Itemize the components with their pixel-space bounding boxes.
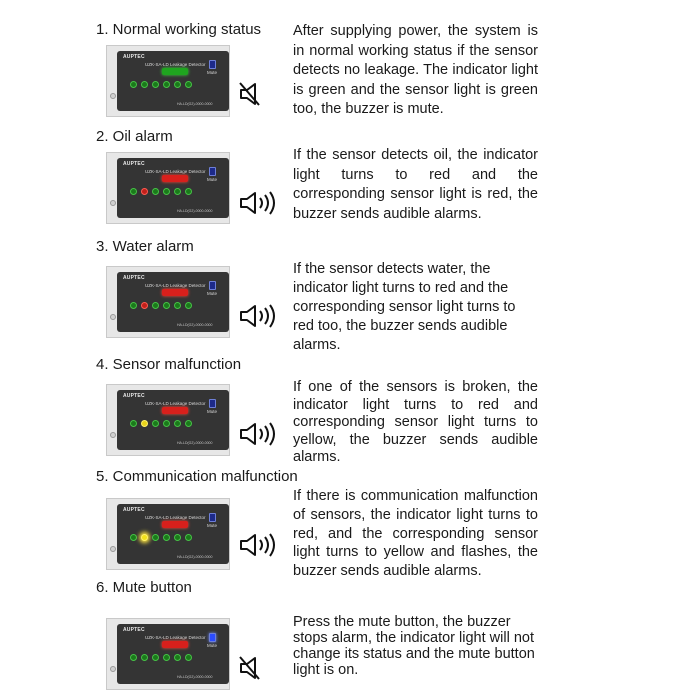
sensor-light (152, 302, 159, 309)
panel-face (117, 390, 229, 450)
sensor-light (163, 534, 170, 541)
serial-label: HA-LD(G2)-0000-0000 (177, 209, 213, 213)
sensor-light (174, 654, 181, 661)
sensor-light (185, 534, 192, 541)
sensor-light (185, 420, 192, 427)
sensor-light (163, 188, 170, 195)
sensor-light (152, 654, 159, 661)
mount-screw (110, 314, 116, 320)
section-6-text: Press the mute button, the buzzer stops alarm, the indicator light will not change its status and the mute button light is on. (293, 614, 535, 678)
section-6-heading: 6. Mute button (96, 579, 192, 596)
sensor-light-fault (141, 420, 148, 427)
mute-button[interactable] (209, 513, 216, 522)
sensor-light (185, 302, 192, 309)
sensor-light (152, 188, 159, 195)
sensor-light (130, 81, 137, 88)
section-4-heading: 4. Sensor malfunction (96, 356, 242, 373)
sensor-light (152, 534, 159, 541)
mute-button[interactable] (209, 60, 216, 69)
indicator-light (162, 521, 188, 528)
sensor-lights (130, 420, 192, 427)
panel-face (117, 272, 229, 332)
sensor-light (130, 534, 137, 541)
mute-button[interactable] (209, 399, 216, 408)
sensor-light (174, 420, 181, 427)
model-label: UZK-SA-LD Leakage Detector (145, 62, 206, 67)
sensor-light (185, 81, 192, 88)
brand-logo: AUPTEC (123, 393, 145, 399)
detector-panel-oil-alarm (106, 152, 230, 224)
mute-label: Mute (207, 291, 218, 296)
sensor-light (163, 81, 170, 88)
panel-face (117, 504, 229, 564)
brand-logo: AUPTEC (123, 507, 145, 513)
section-2-heading: 2. Oil alarm (96, 128, 173, 145)
detector-panel-sensor-malfunction (106, 384, 230, 456)
sensor-lights (130, 654, 192, 661)
sensor-light (163, 654, 170, 661)
mute-label: Mute (207, 177, 218, 182)
brand-logo: AUPTEC (123, 161, 145, 167)
speaker-sound-icon (238, 420, 280, 448)
mount-screw (110, 546, 116, 552)
mute-button[interactable] (209, 167, 216, 176)
brand-logo: AUPTEC (123, 627, 145, 633)
model-label: UZK-SA-LD Leakage Detector (145, 283, 206, 288)
detector-panel-mute (106, 618, 230, 690)
sensor-light (130, 654, 137, 661)
sensor-light (130, 302, 137, 309)
speaker-sound-icon (238, 302, 280, 330)
speaker-mute-icon (238, 80, 280, 108)
sensor-light (163, 420, 170, 427)
serial-label: HA-LD(G2)-0000-0000 (177, 675, 213, 679)
sensor-lights (130, 81, 192, 88)
indicator-light (162, 289, 188, 296)
brand-logo: AUPTEC (123, 275, 145, 281)
model-label: UZK-SA-LD Leakage Detector (145, 515, 206, 520)
indicator-light (162, 175, 188, 182)
mute-button[interactable] (209, 633, 216, 642)
serial-label: HA-LD(G2)-0000-0000 (177, 441, 213, 445)
sensor-light (185, 654, 192, 661)
section-3-text: If the sensor detects water, the indicator light turns to red and the corresponding sensor light turns to red too, the buzzer sends audible alarms. (293, 261, 516, 353)
indicator-light (162, 68, 188, 75)
sensor-light (174, 302, 181, 309)
panel-face (117, 51, 229, 111)
mount-screw (110, 93, 116, 99)
sensor-light (174, 81, 181, 88)
sensor-light (174, 534, 181, 541)
detector-panel-water-alarm (106, 266, 230, 338)
section-1-heading: 1. Normal working status (96, 21, 262, 38)
speaker-sound-icon (238, 189, 280, 217)
sensor-light (163, 302, 170, 309)
sensor-lights (130, 188, 192, 195)
mute-label: Mute (207, 643, 218, 648)
section-4-text: If one of the sensors is broken, the indicator light turns to red and corresponding sensor light turns to yellow, the buzzer sends audible alarms. (293, 379, 538, 465)
sensor-light (141, 654, 148, 661)
model-label: UZK-SA-LD Leakage Detector (145, 401, 206, 406)
sensor-light-alarm (141, 302, 148, 309)
sensor-light (152, 81, 159, 88)
section-1-text: After supplying power, the system is in normal working status if the sensor detects no leakage. The indicator light is green and the sensor light is green too, the buzzer is mute. (293, 23, 538, 117)
indicator-light (162, 407, 188, 414)
serial-label: HA-LD(G2)-0000-0000 (177, 555, 213, 559)
model-label: UZK-SA-LD Leakage Detector (145, 169, 206, 174)
mount-screw (110, 200, 116, 206)
sensor-light (152, 420, 159, 427)
sensor-light (141, 81, 148, 88)
brand-logo: AUPTEC (123, 54, 145, 60)
mute-label: Mute (207, 409, 218, 414)
mute-label: Mute (207, 523, 218, 528)
section-2-text: If the sensor detects oil, the indicator light turns to red and the corresponding sensor light is red, the buzzer sends audible alarms. (293, 147, 538, 222)
panel-face (117, 158, 229, 218)
section-5-heading: 5. Communication malfunction (96, 468, 298, 485)
sensor-light (130, 188, 137, 195)
section-3-heading: 3. Water alarm (96, 238, 194, 255)
serial-label: HA-LD(G2)-0000-0000 (177, 102, 213, 106)
sensor-light (174, 188, 181, 195)
sensor-lights (130, 302, 192, 309)
serial-label: HA-LD(G2)-0000-0000 (177, 323, 213, 327)
section-5-text: If there is communication malfunction of sensors, the indicator light turns to red, and the corresponding sensor light turns to yellow and flashes, the buzzer sends audible alarms. (293, 488, 538, 580)
mute-label: Mute (207, 70, 218, 75)
indicator-light (162, 641, 188, 648)
sensor-light-flashing (141, 534, 148, 541)
speaker-sound-icon (238, 531, 280, 559)
sensor-light (185, 188, 192, 195)
mute-button[interactable] (209, 281, 216, 290)
mount-screw (110, 432, 116, 438)
model-label: UZK-SA-LD Leakage Detector (145, 635, 206, 640)
detector-panel-normal (106, 45, 230, 117)
panel-face (117, 624, 229, 684)
sensor-light (130, 420, 137, 427)
detector-panel-communication-malfunction (106, 498, 230, 570)
speaker-mute-icon (238, 654, 280, 682)
sensor-light-alarm (141, 188, 148, 195)
mount-screw (110, 666, 116, 672)
sensor-lights (130, 534, 192, 541)
